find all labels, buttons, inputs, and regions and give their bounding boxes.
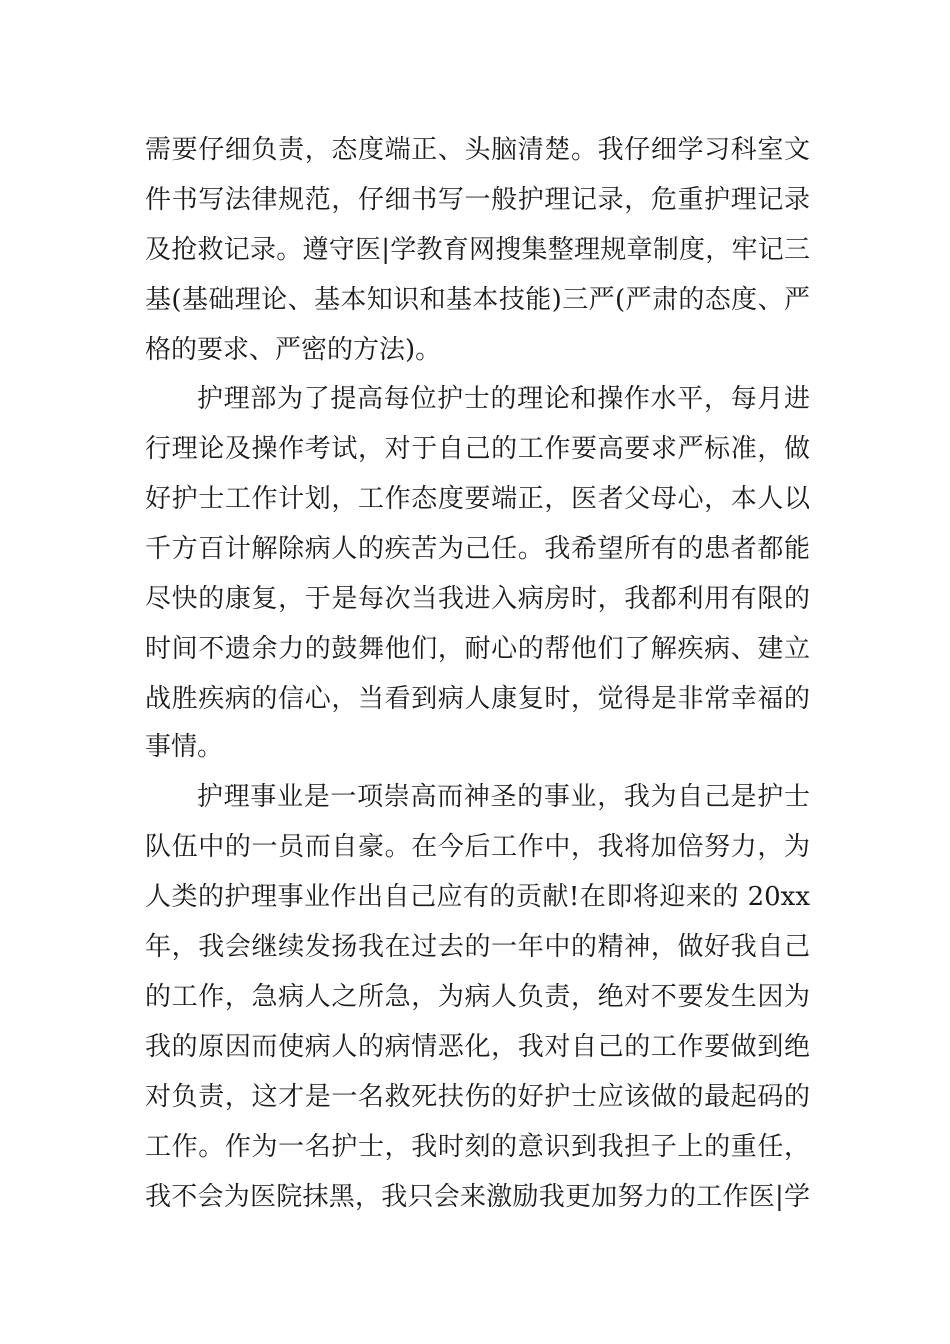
text-line: 千方百计解除病人的疾苦为己任。我希望所有的患者都能	[145, 534, 810, 564]
text-line: 及抢救记录。遵守医|学教育网搜集整理规章制度，牢记三	[145, 235, 810, 265]
text-line: 需要仔细负责，态度端正、头脑清楚。我仔细学习科室文	[145, 135, 810, 165]
text-line: 好护士工作计划，工作态度要端正，医者父母心，本人以	[145, 484, 810, 514]
text-line: 我不会为医院抹黑，我只会来激励我更加努力的工作医|学	[145, 1182, 810, 1212]
text-line: 行理论及操作考试，对于自己的工作要高要求严标准，做	[145, 434, 810, 464]
text-line: 事情。	[145, 732, 224, 762]
text-line: 对负责，这才是一名救死扶伤的好护士应该做的最起码的	[145, 1082, 810, 1112]
text-line: 件书写法律规范，仔细书写一般护理记录，危重护理记录	[145, 185, 810, 215]
text-line: 年，我会继续发扬我在过去的一年中的精神，做好我自己	[145, 932, 810, 962]
text-line: 格的要求、严密的方法)。	[145, 335, 442, 365]
text-line: 的工作，急病人之所急，为病人负责，绝对不要发生因为	[145, 982, 810, 1012]
text-line: 队伍中的一员而自豪。在今后工作中，我将加倍努力，为	[145, 832, 810, 862]
text-line: 人类的护理事业作出自己应有的贡献!在即将迎来的 20xx	[145, 882, 810, 912]
text-line: 战胜疾病的信心，当看到病人康复时，觉得是非常幸福的	[145, 684, 810, 714]
paragraph-first-line: 护理事业是一项崇高而神圣的事业，我为自己是护士	[197, 782, 810, 812]
text-line: 尽快的康复，于是每次当我进入病房时，我都利用有限的	[145, 584, 810, 614]
paragraph-first-line: 护理部为了提高每位护士的理论和操作水平，每月进	[197, 384, 810, 414]
text-line: 我的原因而使病人的病情恶化，我对自己的工作要做到绝	[145, 1032, 810, 1062]
text-line: 工作。作为一名护士，我时刻的意识到我担子上的重任，	[145, 1132, 810, 1162]
text-line: 基(基础理论、基本知识和基本技能)三严(严肃的态度、严	[145, 285, 810, 315]
text-line: 时间不遗余力的鼓舞他们，耐心的帮他们了解疾病、建立	[145, 634, 810, 664]
